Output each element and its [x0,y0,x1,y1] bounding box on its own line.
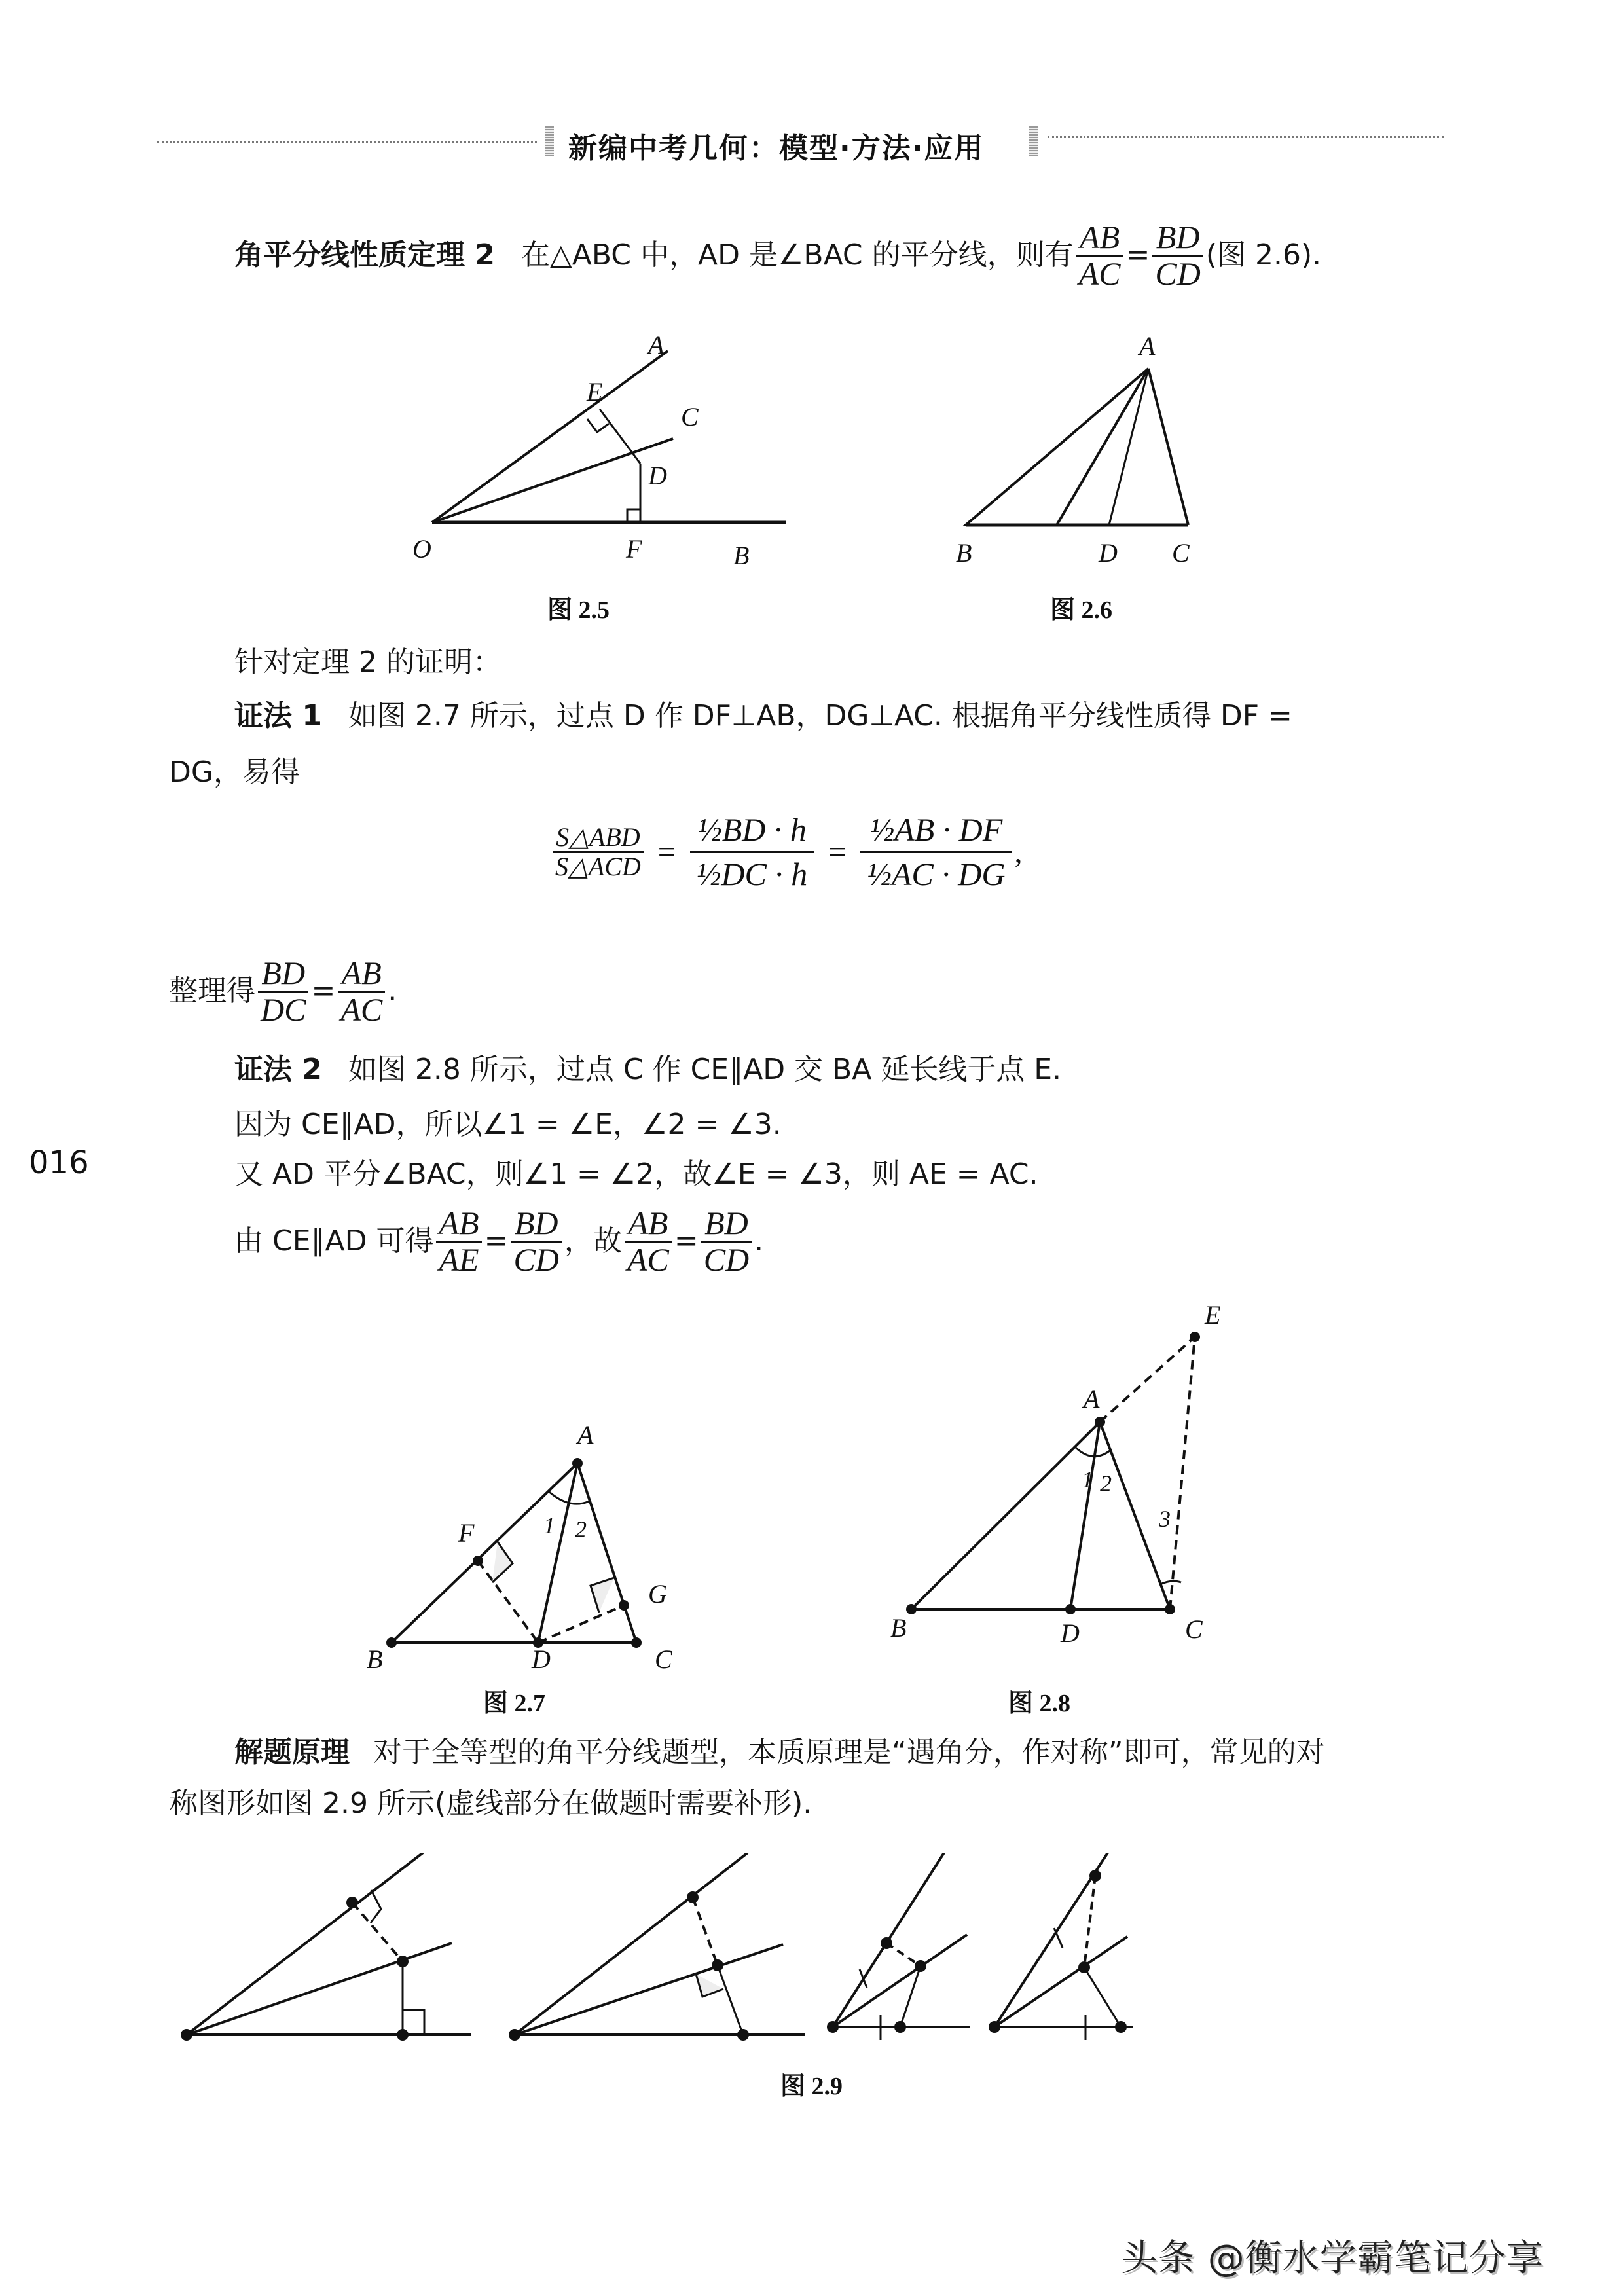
bisector-ad [538,1463,577,1643]
book-title: 新编中考几何：模型·方法·应用 [568,132,985,165]
point-b [386,1637,397,1648]
numerator: BD [514,1205,558,1241]
side-ac [1148,369,1188,525]
label-b: B [956,538,972,568]
label-d: D [1099,538,1118,568]
theorem-title: 角平分线性质定理 2 [234,238,495,272]
method1-badge: 证法 1 [234,699,322,733]
denominator: DC [261,991,306,1028]
numerator: AB [628,1205,668,1241]
perp-dg [538,1605,624,1643]
label-d: D [532,1645,551,1669]
point-c [631,1637,642,1648]
label-g: G [648,1579,667,1609]
point-g [619,1600,629,1611]
denominator: CD [513,1241,559,1278]
denominator: ½DC · h [696,855,808,892]
header-rule-right [1048,136,1444,138]
side-ac [577,1463,636,1643]
method2-line4 [234,1206,763,1277]
angle-label-3: 3 [1159,1506,1171,1532]
theorem-text: 在△ABC 中，AD 是∠BAC 的平分线，则有 [520,238,1074,272]
numerator: AB [439,1205,479,1241]
equals: = [674,1224,699,1258]
period: . [754,1224,764,1258]
denominator: AC [1078,255,1121,292]
fraction-ab-ac [625,1206,672,1277]
label-b: B [733,541,750,570]
angle-arc-a [1075,1447,1110,1457]
angle-label-2: 2 [575,1516,587,1542]
figure-2-6 [943,327,1244,589]
numerator: ½BD · h [697,811,807,848]
figure-2-5 [393,327,786,589]
numerator: S△ABD [556,822,640,852]
denominator: AC [340,991,383,1028]
area-ratio-formula [550,809,1023,895]
denominator: CD [1155,255,1201,292]
angle-label-1: 1 [543,1512,555,1539]
fig29-panel-1 [182,1853,471,2039]
header-ornament-right [1029,126,1038,156]
header-rule-left [157,141,537,143]
parallel-ce [1170,1337,1195,1609]
fig29-panel-2 [510,1853,805,2039]
right-angle-e [587,419,609,432]
caption-fig-2-9: 图 2.9 [780,2073,843,2100]
label-b: B [367,1645,383,1669]
label-a: A [1084,1384,1100,1413]
denominator: AE [439,1241,479,1278]
numerator: ½AB · DF [869,811,1003,848]
label-b: B [890,1613,907,1643]
point-a [572,1458,583,1468]
theorem-fraction-bd-cd [1152,220,1203,291]
angle-label-2: 2 [1100,1470,1112,1497]
equals: = [484,1224,509,1258]
principle-line1 [234,1738,1325,1767]
label-c: C [681,402,699,431]
equals: = [1125,238,1150,272]
principle-title: 解题原理 [234,1736,350,1769]
point-c [1165,1604,1175,1614]
trailing-comma: , [1014,834,1023,869]
denominator: S△ACD [555,851,641,881]
line4-prefix: 由 CE∥AD 可得 [234,1224,434,1258]
label-c: C [655,1645,672,1669]
method1-line2: DG，易得 [169,756,300,789]
numerator: BD [261,955,306,991]
label-c: C [1172,538,1190,568]
segment-ed [600,409,640,464]
fraction-bd-cd-2 [701,1206,752,1277]
angle-label-1: 1 [1082,1467,1093,1493]
figure-2-9 [151,1853,1512,2049]
equals: = [311,974,336,1008]
bisector-ad [1070,1422,1100,1609]
perp-df [478,1561,538,1643]
bisector-ad [1109,369,1148,525]
area-ratio [553,824,644,881]
figure-2-8 [864,1296,1336,1663]
label-a: A [577,1420,594,1449]
method1-conclusion [169,956,397,1027]
proof-intro: 针对定理 2 的证明： [234,646,501,679]
triangle-abc [966,369,1148,525]
page-number: 016 [29,1144,89,1181]
caption-fig-2-7: 图 2.7 [483,1690,546,1717]
caption-fig-2-8: 图 2.8 [1008,1690,1071,1717]
conclusion-prefix: 整理得 [169,974,255,1008]
fraction-bd-dc [258,956,308,1027]
method2-text: 如图 2.8 所示，过点 C 作 CE∥AD 交 BA 延长线于点 E. [348,1053,1062,1086]
caption-fig-2-5: 图 2.5 [547,596,610,624]
angle-arc-3 [1160,1581,1181,1584]
label-a: A [648,330,665,359]
right-angle-f [627,509,640,522]
principle-line2: 称图形如图 2.9 所示(虚线部分在做题时需要补形). [169,1787,812,1820]
theorem-figure-ref: (图 2.6). [1205,238,1322,272]
fig29-panel-4 [990,1853,1133,2040]
fraction-bd-cd [511,1206,561,1277]
denominator: CD [703,1241,750,1278]
theorem-statement [234,220,1321,291]
height-ratio [690,809,814,895]
principle-text: 对于全等型的角平分线题型，本质原理是“遇角分，作对称”即可，常见的对 [373,1736,1325,1769]
denominator: ½AC · DG [867,855,1006,892]
method1-text: 如图 2.7 所示，过点 D 作 DF⊥AB，DG⊥AC. 根据角平分线性质得 DF = [348,699,1292,733]
equals: = [657,834,676,869]
fraction-ab-ac [338,956,385,1027]
point-b [906,1604,917,1614]
period: . [388,974,397,1008]
extension-ae [1100,1337,1195,1422]
point-d [1065,1604,1076,1614]
denominator: AC [627,1241,669,1278]
point-f [473,1556,483,1566]
point-e [1190,1332,1200,1342]
equals: = [828,834,847,869]
label-o: O [412,534,431,564]
theorem-fraction-ab-ac [1076,220,1123,291]
watermark: 头条 @衡水学霸笔记分享 [1121,2237,1544,2280]
label-d: D [1061,1618,1080,1648]
distance-ratio [860,809,1012,895]
label-d: D [648,461,667,490]
fig29-panel-3 [828,1853,970,2040]
ray-oa [432,351,668,522]
header-ornament-left [545,126,554,156]
method2-line1 [234,1055,1061,1084]
side-ab [911,1422,1100,1609]
point-a [1095,1417,1105,1427]
right-angle-g [591,1578,614,1613]
numerator: AB [341,955,382,991]
right-angle-f [492,1542,513,1582]
numerator: BD [1156,219,1200,255]
numerator: AB [1080,219,1120,255]
method2-badge: 证法 2 [234,1053,322,1086]
line4-mid: ，故 [564,1224,622,1258]
label-c: C [1185,1614,1203,1644]
label-e: E [587,377,603,407]
side-ab [392,1463,577,1643]
method1-line1 [234,699,1292,733]
method2-line2: 因为 CE∥AD，所以∠1 = ∠E，∠2 = ∠3. [234,1108,782,1141]
fraction-ab-ae [436,1206,481,1277]
label-e: E [1205,1300,1221,1330]
numerator: BD [704,1205,748,1241]
figure-2-7 [347,1394,740,1669]
label-f: F [458,1518,475,1548]
method2-line3: 又 AD 平分∠BAC，则∠1 = ∠2，故∠E = ∠3，则 AE = AC. [234,1157,1038,1191]
label-f: F [626,534,642,564]
label-a: A [1139,331,1156,361]
caption-fig-2-6: 图 2.6 [1050,596,1113,624]
